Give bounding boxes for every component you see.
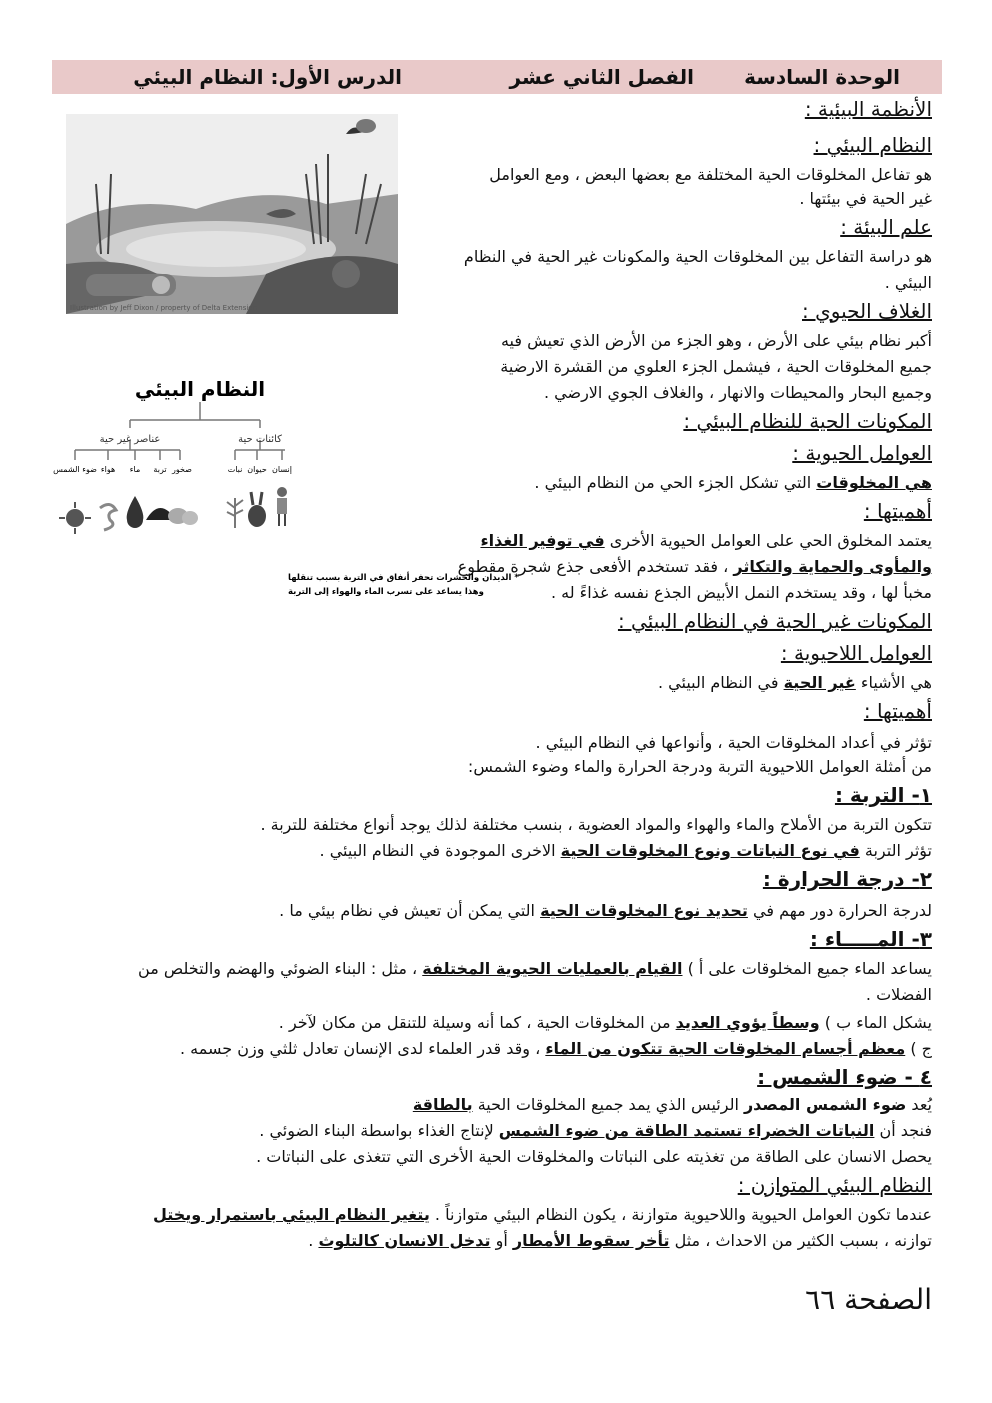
biotic-heading: كائنات حية xyxy=(238,434,282,445)
diagram-caption-2: وهذا يساعد على تسرب الماء والهواء إلى التربة xyxy=(288,587,484,597)
sunlight-text-3: يحصل الانسان على الطاقة من تغذيته على النباتات والمخلوقات الحية الأخرى التي تتغذى على النباتات . xyxy=(256,1147,932,1166)
unit-title: الوحدة السادسة xyxy=(744,65,900,89)
temperature-heading: ٢- درجة الحرارة : xyxy=(762,867,932,891)
biotic-importance-3: مخبأ لها ، وقد يستخدم النمل الأبيض الجذع نفسه غذاءً له . xyxy=(550,583,932,602)
biosphere-def-3: وجميع البحار والمحيطات والانهار ، والغلاف الجوي الارضي . xyxy=(543,383,932,402)
abiotic-soil: تربة xyxy=(153,465,167,474)
biotic-def-bold: هي المخلوقات xyxy=(816,473,932,492)
biotic-importance-1: يعتمد المخلوق الحي على العوامل الحيوية الأخرى في توفير الغذاء xyxy=(480,531,932,550)
biotic-importance-2: والمأوى والحماية والتكاثر ، فقد تستخدم الأفعى جذع شجرة مقطوع xyxy=(457,557,932,576)
biosphere-def-2: جميع المخلوقات الحية ، فيشمل الجزء العلوي من القشرة الارضية xyxy=(500,357,932,376)
abiotic-def: هي الأشياء غير الحية في النظام البيئي . xyxy=(657,673,932,692)
photo-credit: Illustration by Jeff Dixon / property of Delta Extension xyxy=(70,304,258,312)
sunlight-text-2: فنجد أن النباتات الخضراء تستمد الطاقة من ضوء الشمس لإنتاج الغذاء بواسطة البناء الضوئي . xyxy=(259,1121,932,1140)
water-text-2: يشكل الماء ب ) وسطاً يؤوي العديد من المخلوقات الحية ، كما أنه وسيلة للتنقل من مكان لآخر . xyxy=(278,1013,932,1032)
biotic-human: إنسان xyxy=(272,465,292,474)
ecosystems-heading: الأنظمة البيئية : xyxy=(804,97,932,121)
water-text-3: ج ) معظم أجسام المخلوقات الحية تتكون من الماء ، وقد قدر العلماء لدى الإنسان تعادل ثلثي وزن جسمه . xyxy=(179,1039,932,1058)
ecology-heading: علم البيئة : xyxy=(840,215,932,239)
chapter-title: الفصل الثاني عشر xyxy=(509,65,694,89)
rocks-icon xyxy=(168,508,198,525)
ecosystem-diagram xyxy=(50,368,519,604)
abiotic-importance: تؤثر في أعداد المخلوقات الحية ، وأنواعها في النظام البيئي . xyxy=(535,733,932,752)
biotic-plant: نبات xyxy=(227,465,243,474)
abiotic-sunlight: ضوء الشمس xyxy=(53,465,97,474)
abiotic-factors-heading: العوامل اللاحيوية : xyxy=(780,641,932,665)
sunlight-text-1: يُعد ضوء الشمس المصدر الرئيس الذي يمد جميع المخلوقات الحية بالطاقة xyxy=(412,1095,932,1114)
abiotic-water: ماء xyxy=(129,465,141,474)
human-icon xyxy=(277,487,287,526)
plant-icon xyxy=(227,498,243,528)
soil-text-1: تتكون التربة من الأملاح والماء والهواء والمواد العضوية ، بنسب مختلفة لذلك يوجد أنواع مختلفة للتربة . xyxy=(260,815,932,834)
page-number: الصفحة ٦٦ xyxy=(805,1283,932,1316)
balanced-text-2: توازنه ، بسبب الكثير من الاحداث ، مثل تأخر سقوط الأمطار أو تدخل الانسان كالتلوث . xyxy=(308,1231,932,1250)
temperature-text: لدرجة الحرارة دور مهم في تحديد نوع المخلوقات الحية التي يمكن أن تعيش في نظام بيئي ما . xyxy=(279,901,932,920)
water-heading: ٣- المـــــاء : xyxy=(809,927,932,951)
abiotic-examples: من أمثلة العوامل اللاحيوية التربة ودرجة الحرارة والماء وضوء الشمس: xyxy=(467,757,932,776)
biotic-animal: حيوان xyxy=(247,465,267,474)
nonliving-components-heading: المكونات غير الحية في النظام البيئي : xyxy=(617,609,932,633)
abiotic-heading: عناصر غير حية xyxy=(99,434,161,445)
ecology-def-1: هو دراسة التفاعل بين المخلوقات الحية والمكونات غير الحية في النظام xyxy=(463,247,932,266)
water-text-1-cont: الفضلات . xyxy=(865,985,932,1004)
soil-heading: ١- التربة : xyxy=(834,783,932,807)
rabbit-icon xyxy=(248,492,266,527)
abiotic-rocks: صخور xyxy=(172,465,192,474)
water-drop-icon xyxy=(127,496,144,528)
ecosystem-def-1: هو تفاعل المخلوقات الحية المختلفة مع بعضها البعض ، ومع العوامل xyxy=(489,165,932,184)
balanced-text-1: عندما تكون العوامل الحيوية واللاحيوية متوازنة ، يكون النظام البيئي متوازناً . يتغير النظام البيئي باستمرار ويختل xyxy=(152,1205,932,1224)
sun-icon xyxy=(59,502,91,534)
abiotic-importance-heading: أهميتها : xyxy=(863,699,932,723)
biotic-factors-heading: العوامل الحيوية : xyxy=(792,441,932,465)
balanced-ecosystem-heading: النظام البيئي المتوازن : xyxy=(737,1173,932,1197)
ecosystem-illustration xyxy=(66,114,398,314)
living-components-heading: المكونات الحية للنظام البيئي : xyxy=(683,409,932,433)
water-text-1: يساعد الماء جميع المخلوقات على أ ) القيام بالعمليات الحيوية المختلفة ، مثل : البناء الضوئي والهضم والتخلص من xyxy=(138,959,932,978)
soil-text-2: تؤثر التربة في نوع النباتات ونوع المخلوقات الحية الاخرى الموجودة في النظام البيئي . xyxy=(319,841,932,860)
biosphere-def-1: أكبر نظام بيئي على الأرض ، وهو الجزء من الأرض الذي تعيش فيه xyxy=(500,331,932,350)
lesson-title: الدرس الأول: النظام البيئي xyxy=(133,65,402,89)
air-swirl-icon xyxy=(100,504,116,530)
ecology-def-2: البيئي . xyxy=(884,273,932,292)
ecosystem-heading: النظام البيئي : xyxy=(813,133,932,157)
diagram-caption-1: * الديدان والحشرات تحفر أنفاق في التربة بسبب تنقلها xyxy=(288,573,519,583)
lesson-header xyxy=(52,60,942,94)
biotic-importance-heading: أهميتها : xyxy=(863,499,932,523)
sunlight-heading: ٤ - ضوء الشمس : xyxy=(757,1065,932,1089)
abiotic-air: هواء xyxy=(100,465,116,474)
ecosystem-def-2: غير الحية في بيئتها . xyxy=(799,189,932,208)
diagram-title: النظام البيئي xyxy=(134,377,266,401)
biotic-def: هي المخلوقات التي تشكل الجزء الحي من النظام البيئي . xyxy=(534,473,932,492)
biosphere-heading: الغلاف الحيوي : xyxy=(802,299,932,323)
